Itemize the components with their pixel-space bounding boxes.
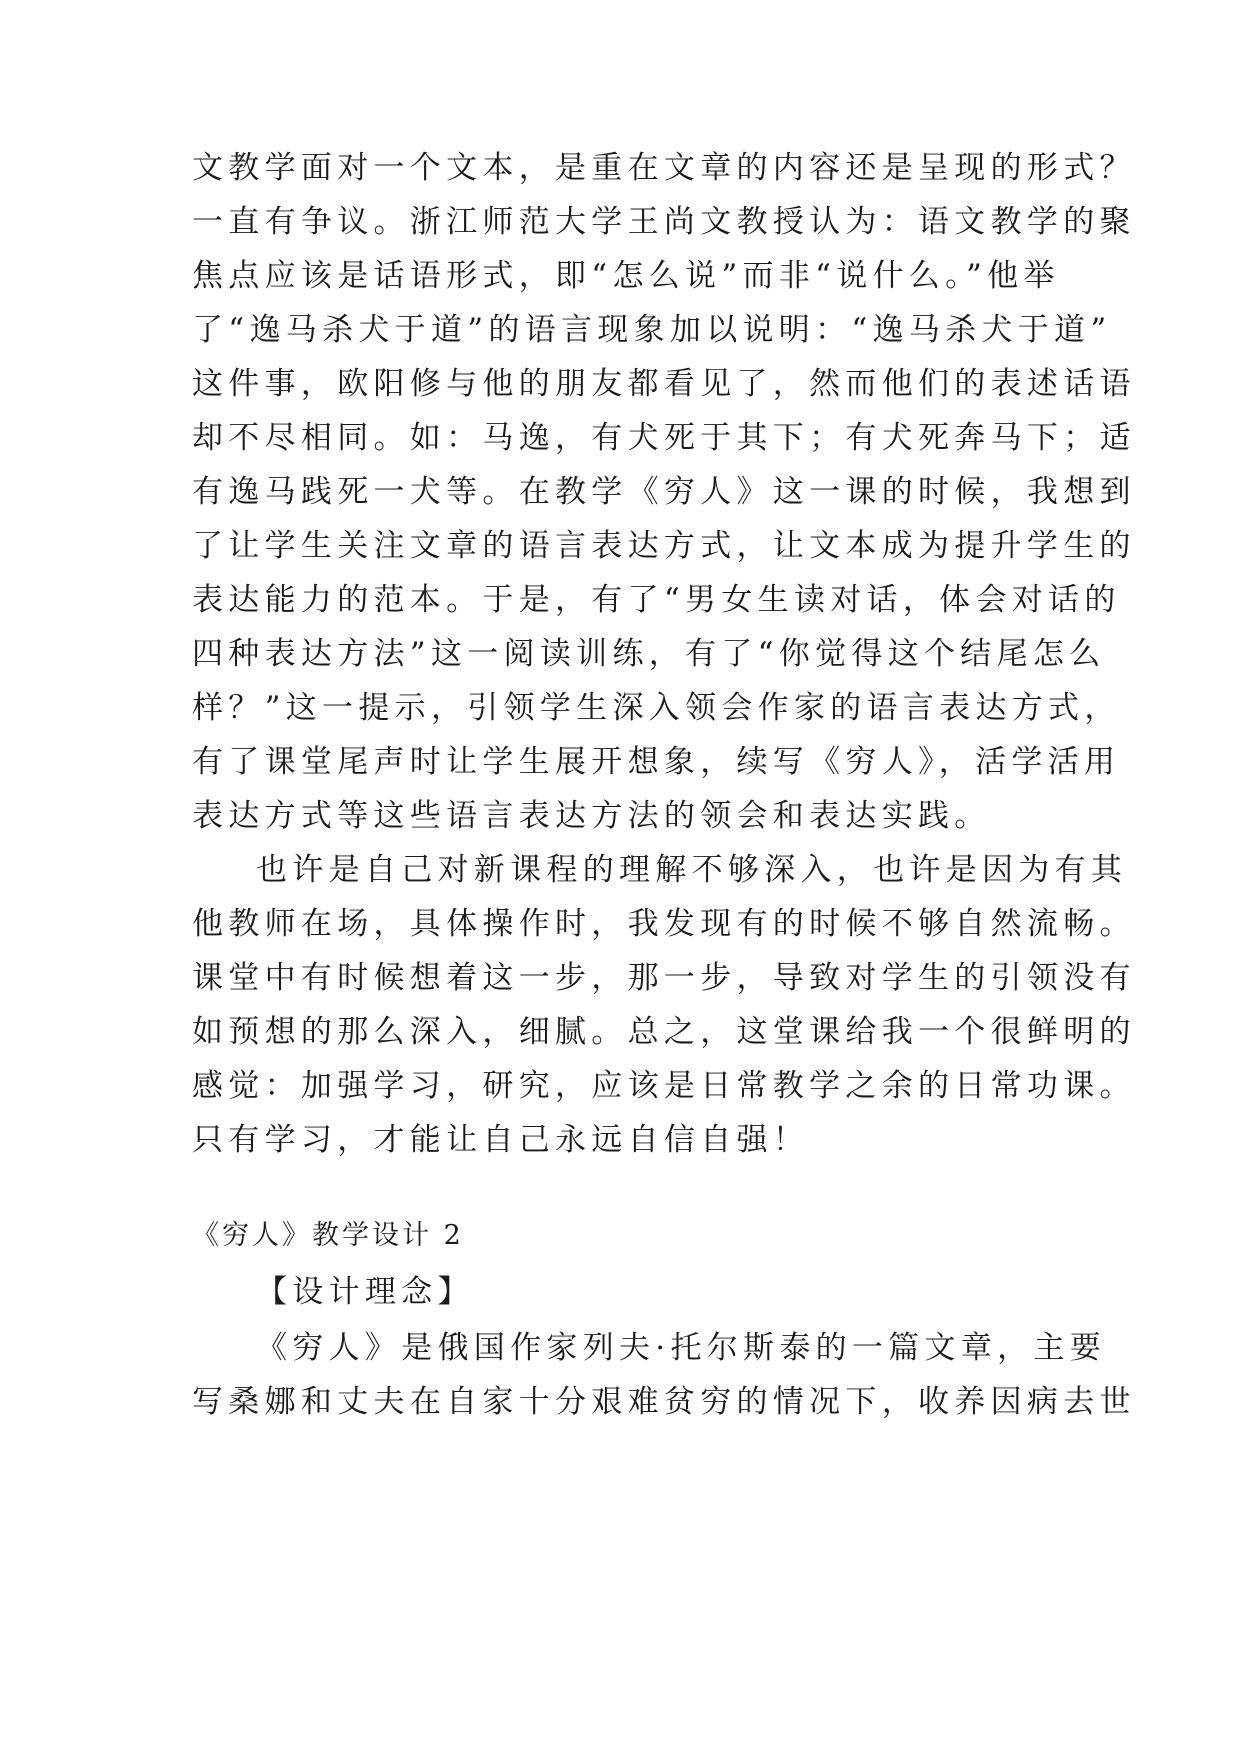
text-line: 表达方式等这些语言表达方法的领会和表达实践。 — [192, 798, 991, 834]
text-line: 四种表达方法”这一阅读训练，有了“你觉得这个结尾怎么 — [192, 636, 1106, 672]
text-line: 却不尽相同。如：马逸，有犬死于其下；有犬死奔马下；适 — [192, 420, 1136, 456]
text-line: 课堂中有时候想着这一步，那一步，导致对学生的引领没有 — [192, 960, 1136, 996]
text-line: 这件事，欧阳修与他的朋友都看见了，然而他们的表述话语 — [192, 366, 1136, 402]
text-line: 感觉：加强学习，研究，应该是日常教学之余的日常功课。 — [192, 1068, 1136, 1104]
text-line: 写桑娜和丈夫在自家十分艰难贫穷的情况下，收养因病去世 — [192, 1384, 1136, 1420]
text-line: 了让学生关注文章的语言表达方式，让文本成为提升学生的 — [192, 528, 1136, 564]
text-line: 《穷人》是俄国作家列夫·托尔斯泰的一篇文章，主要 — [256, 1330, 1107, 1366]
text-line: 他教师在场，具体操作时，我发现有的时候不够自然流畅。 — [192, 906, 1136, 942]
text-line: 文教学面对一个文本，是重在文章的内容还是呈现的形式？ — [192, 150, 1136, 186]
text-line: 有逸马践死一犬等。在教学《穷人》这一课的时候，我想到 — [192, 474, 1136, 510]
text-line: 表达能力的范本。于是，有了“男女生读对话，体会对话的 — [192, 582, 1121, 618]
design-label: 【设计理念】 — [256, 1274, 474, 1310]
text-line: 只有学习，才能让自己永远自信自强！ — [192, 1122, 810, 1158]
text-line: 样？”这一提示，引领学生深入领会作家的语言表达方式， — [192, 690, 1121, 726]
section-title: 《穷人》教学设计 2 — [192, 1220, 464, 1251]
text-line: 了“逸马杀犬于道”的语言现象加以说明：“逸马杀犬于道” — [192, 312, 1112, 348]
text-line: 也许是自己对新课程的理解不够深入，也许是因为有其 — [256, 852, 1128, 888]
text-line: 焦点应该是话语形式，即“怎么说”而非“说什么。”他举 — [192, 258, 1060, 294]
text-line: 一直有争议。浙江师范大学王尚文教授认为：语文教学的聚 — [192, 204, 1136, 240]
text-line: 如预想的那么深入，细腻。总之，这堂课给我一个很鲜明的 — [192, 1014, 1136, 1050]
text-line: 有了课堂尾声时让学生展开想象，续写《穷人》，活学活用 — [192, 744, 1121, 780]
